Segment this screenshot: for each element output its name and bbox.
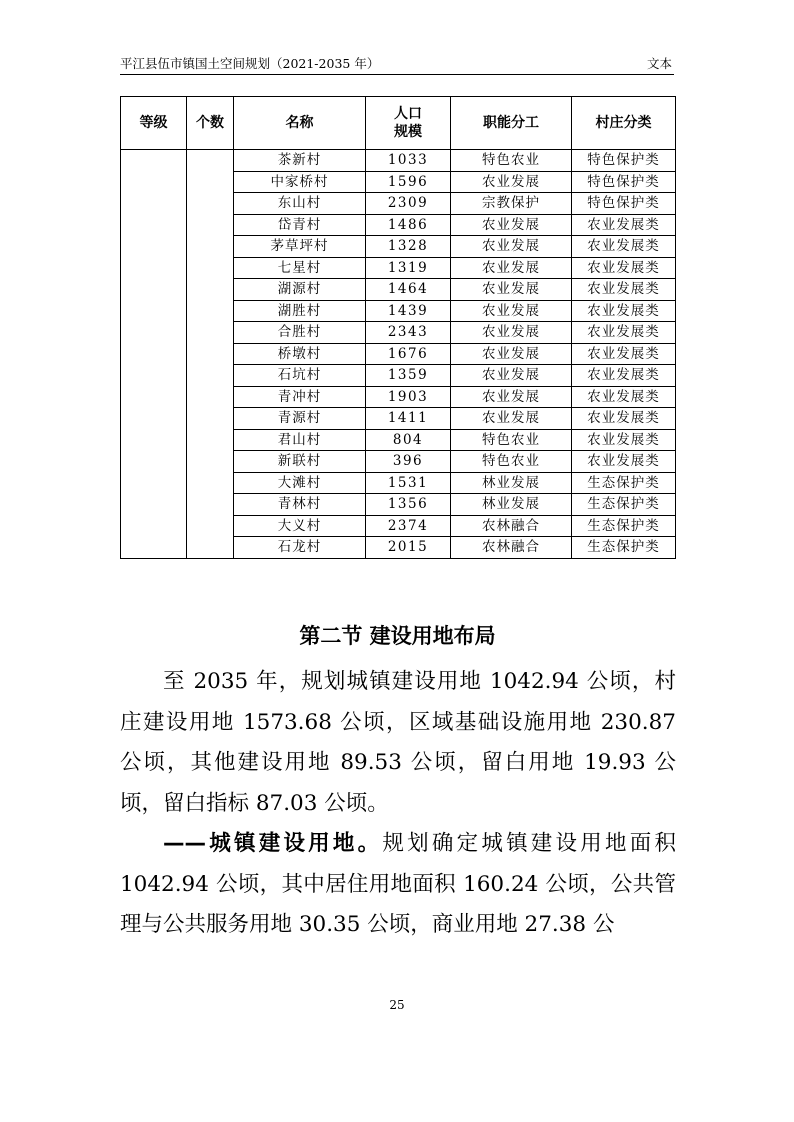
village-name-cell: 茅草坪村	[234, 236, 366, 258]
category-cell: 特色保护类	[572, 171, 676, 193]
function-cell: 农业发展	[451, 322, 572, 344]
function-cell: 农业发展	[451, 214, 572, 236]
count-cell	[187, 150, 234, 559]
function-cell: 农业发展	[451, 279, 572, 301]
header-population-line2: 规模	[394, 124, 422, 140]
village-name-cell: 新联村	[234, 451, 366, 473]
function-cell: 农林融合	[451, 515, 572, 537]
paragraph: 至 2035 年，规划城镇建设用地 1042.94 公顷，村庄建设用地 1573.68 公顷，区域基础设施用地 230.87 公顷，其他建设用地 89.53 公顷，留白用地 19.93 公顷，留白指标 87.03 公顷。	[120, 669, 676, 816]
category-cell: 农业发展类	[572, 408, 676, 430]
header-name: 名称	[234, 97, 366, 150]
paragraph-lead: ——城镇建设用地。	[163, 831, 383, 856]
category-cell: 农业发展类	[572, 279, 676, 301]
population-cell: 2015	[366, 537, 451, 559]
table-row	[121, 150, 676, 172]
header-category: 村庄分类	[572, 97, 676, 150]
population-cell: 1903	[366, 386, 451, 408]
population-cell: 1676	[366, 343, 451, 365]
category-cell: 农业发展类	[572, 257, 676, 279]
category-cell: 农业发展类	[572, 236, 676, 258]
section-body	[120, 662, 676, 946]
village-name-cell: 大义村	[234, 515, 366, 537]
population-cell: 1359	[366, 365, 451, 387]
village-name-cell: 石坑村	[234, 365, 366, 387]
page-header	[120, 52, 674, 75]
category-cell: 农业发展类	[572, 214, 676, 236]
population-cell: 1319	[366, 257, 451, 279]
village-name-cell: 湖胜村	[234, 300, 366, 322]
category-cell: 农业发展类	[572, 365, 676, 387]
function-cell: 农业发展	[451, 365, 572, 387]
paragraph-text: 规划确定城镇建设用地面积 1042.94 公顷，其中居住用地面积 160.24 公顷，公共管理与公共服务用地 30.35 公顷，商业用地 27.38 公	[120, 831, 676, 937]
category-cell: 特色保护类	[572, 150, 676, 172]
header-level: 等级	[121, 97, 187, 150]
category-cell: 生态保护类	[572, 472, 676, 494]
function-cell: 农业发展	[451, 386, 572, 408]
category-cell: 农业发展类	[572, 322, 676, 344]
category-cell: 农业发展类	[572, 451, 676, 473]
population-cell: 2343	[366, 322, 451, 344]
village-name-cell: 中家桥村	[234, 171, 366, 193]
village-name-cell: 青源村	[234, 408, 366, 430]
header-count: 个数	[187, 97, 234, 150]
function-cell: 农业发展	[451, 408, 572, 430]
category-cell: 农业发展类	[572, 386, 676, 408]
category-cell: 农业发展类	[572, 429, 676, 451]
function-cell: 宗教保护	[451, 193, 572, 215]
village-name-cell: 岱青村	[234, 214, 366, 236]
population-cell: 1411	[366, 408, 451, 430]
village-name-cell: 茶新村	[234, 150, 366, 172]
function-cell: 农业发展	[451, 236, 572, 258]
function-cell: 农业发展	[451, 343, 572, 365]
category-cell: 特色保护类	[572, 193, 676, 215]
section-title: 第二节 建设用地布局	[299, 624, 496, 648]
function-cell: 特色农业	[451, 451, 572, 473]
category-cell: 农业发展类	[572, 300, 676, 322]
function-cell: 农业发展	[451, 300, 572, 322]
village-name-cell: 青林村	[234, 494, 366, 516]
table-header-row	[121, 97, 676, 150]
village-table	[120, 96, 676, 559]
village-name-cell: 君山村	[234, 429, 366, 451]
function-cell: 农业发展	[451, 171, 572, 193]
village-name-cell: 大滩村	[234, 472, 366, 494]
population-cell: 1439	[366, 300, 451, 322]
population-cell: 1531	[366, 472, 451, 494]
population-cell: 396	[366, 451, 451, 473]
header-function: 职能分工	[451, 97, 572, 150]
village-name-cell: 东山村	[234, 193, 366, 215]
document-title: 平江县伍市镇国土空间规划（2021-2035 年）	[120, 56, 380, 71]
population-cell: 1356	[366, 494, 451, 516]
document-type: 文本	[646, 56, 672, 71]
function-cell: 特色农业	[451, 429, 572, 451]
population-cell: 2374	[366, 515, 451, 537]
village-name-cell: 湖源村	[234, 279, 366, 301]
category-cell: 生态保护类	[572, 515, 676, 537]
village-name-cell: 桥墩村	[234, 343, 366, 365]
level-cell	[121, 150, 187, 559]
page-number: 25	[389, 998, 405, 1012]
village-name-cell: 石龙村	[234, 537, 366, 559]
function-cell: 特色农业	[451, 150, 572, 172]
category-cell: 生态保护类	[572, 537, 676, 559]
village-name-cell: 七星村	[234, 257, 366, 279]
population-cell: 1596	[366, 171, 451, 193]
header-population-line1: 人口	[394, 106, 422, 122]
village-name-cell: 合胜村	[234, 322, 366, 344]
population-cell: 1033	[366, 150, 451, 172]
population-cell: 1486	[366, 214, 451, 236]
function-cell: 林业发展	[451, 494, 572, 516]
function-cell: 农林融合	[451, 537, 572, 559]
category-cell: 生态保护类	[572, 494, 676, 516]
category-cell: 农业发展类	[572, 343, 676, 365]
population-cell: 1464	[366, 279, 451, 301]
function-cell: 农业发展	[451, 257, 572, 279]
population-cell: 804	[366, 429, 451, 451]
function-cell: 林业发展	[451, 472, 572, 494]
population-cell: 1328	[366, 236, 451, 258]
village-name-cell: 青冲村	[234, 386, 366, 408]
paragraph	[120, 824, 676, 946]
population-cell: 2309	[366, 193, 451, 215]
header-population	[366, 97, 451, 150]
